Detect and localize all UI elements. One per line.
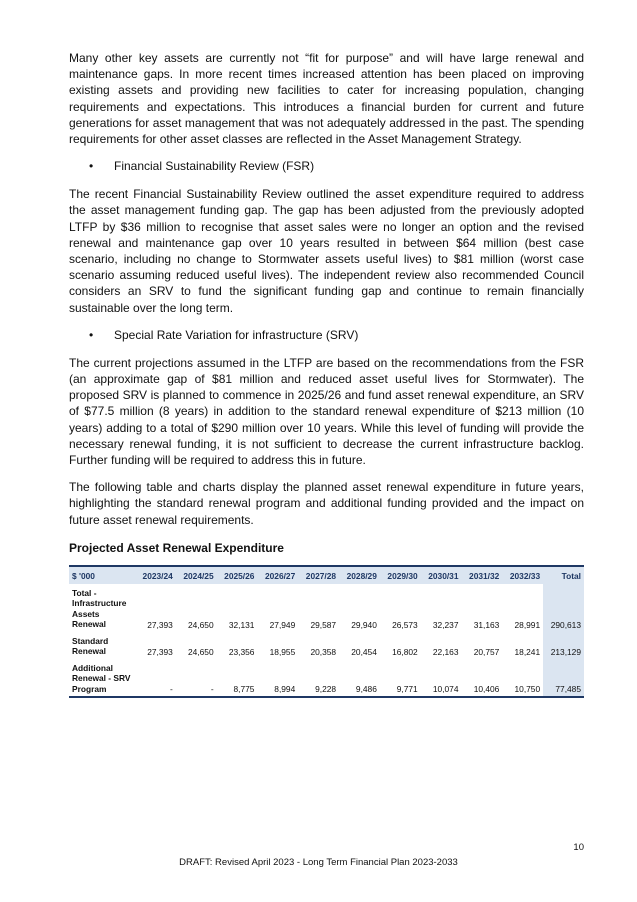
column-header: 2023/24 bbox=[135, 566, 176, 584]
row-label: Standard Renewal bbox=[72, 635, 109, 657]
column-header: 2031/32 bbox=[462, 566, 503, 584]
paragraph-table-intro: The following table and charts display the planned asset renewal expenditure in future years, highlighting the standard renewal program and additional funding provided and the impact on future asset renewal requirements. bbox=[69, 480, 584, 527]
table-cell: - bbox=[176, 659, 217, 698]
column-header: 2028/29 bbox=[339, 566, 380, 584]
paragraph-srv: The current projections assumed in the LTFP are based on the recommendations from the FSR (an approximate gap of $81 million and reduced asset useful lives for Stormwater). The proposed SRV is planned to commence in 2025/26 and fund asset renewal expenditure, an SRV of $77.5 million (8 years) in addition to the standard renewal expenditure of $213 million (10 years) adding to a total of $290 million over 10 years. While this level of funding will provide the necessary renewal funding, it is not sufficient to decrease the current infrastructure backlog. Further funding will be required to address this in future. bbox=[69, 355, 584, 468]
table-cell: 20,757 bbox=[473, 646, 500, 657]
paragraph-assets: Many other key assets are currently not “fit for purpose” and will have large renewal and maintenance gaps. In more recent times increased attention has been placed on improving existing assets and providing new facilities to cater for increasing population, changing requirements and expectations. This introduces a financial burden for current and future generations for asset management that was not adequately addressed in the past. The spending requirements for other asset classes are reflected in the Asset Management Strategy. bbox=[69, 51, 584, 147]
table-title: Projected Asset Renewal Expenditure bbox=[69, 540, 284, 555]
column-header: 2025/26 bbox=[217, 566, 258, 584]
table-cell: 8,775 bbox=[217, 659, 258, 698]
table-cell: 24,650 bbox=[188, 646, 214, 657]
bullet-dot: • bbox=[89, 327, 94, 342]
table-cell: 32,131 bbox=[228, 619, 255, 630]
table-cell: 27,949 bbox=[269, 619, 296, 630]
table-cell: 10,406 bbox=[462, 659, 503, 698]
bullet-srv-text: Special Rate Variation for infrastructure (SRV) bbox=[114, 327, 359, 342]
bullet-fsr-text: Financial Sustainability Review (FSR) bbox=[114, 159, 315, 174]
table-cell: 31,163 bbox=[473, 619, 500, 630]
table-cell: 29,587 bbox=[310, 619, 337, 630]
table-cell: 27,393 bbox=[147, 646, 173, 657]
table-row bbox=[69, 584, 584, 632]
table-cell: 20,358 bbox=[310, 646, 337, 657]
table-cell-total: 290,613 bbox=[543, 584, 584, 632]
table-cell: 10,750 bbox=[502, 659, 543, 698]
column-header: $ '000 bbox=[69, 566, 135, 584]
table-cell-total: 77,485 bbox=[543, 659, 584, 698]
table-cell: 9,228 bbox=[298, 659, 339, 698]
column-header: 2030/31 bbox=[421, 566, 462, 584]
table-cell: 27,393 bbox=[147, 619, 173, 630]
column-header: 2027/28 bbox=[298, 566, 339, 584]
table-cell: 18,955 bbox=[269, 646, 296, 657]
column-header: 2029/30 bbox=[380, 566, 421, 584]
bullet-srv bbox=[69, 327, 584, 343]
table-cell: 23,356 bbox=[228, 646, 255, 657]
table-cell: 24,650 bbox=[188, 619, 214, 630]
table-cell: 20,454 bbox=[351, 646, 377, 657]
table-cell: - bbox=[135, 659, 176, 698]
table-cell: 8,994 bbox=[257, 659, 298, 698]
row-label: Total - Infrastructure Assets Renewal bbox=[72, 587, 127, 630]
column-header: 2024/25 bbox=[176, 566, 217, 584]
table-header-row bbox=[69, 566, 584, 584]
table-cell: 9,486 bbox=[339, 659, 380, 698]
table-cell: 26,573 bbox=[392, 619, 418, 630]
bullet-dot: • bbox=[89, 159, 94, 174]
page-content bbox=[69, 50, 584, 698]
bullet-fsr bbox=[69, 158, 584, 174]
renewal-expenditure-table bbox=[69, 565, 584, 699]
paragraph-fsr: The recent Financial Sustainability Review outlined the asset expenditure required to address the asset management funding gap. The gap has been adjusted from the previously adopted LTFP by $36 million to recognise that asset sales were no longer an option and the revised renewal and maintenance gap over 10 years resulted in between $64 million (best case scenario, including no change to Stormwater assets useful lives) to $81 million (worst case scenario assuming reduced useful lives). The independent review also recommended Council considers an SRV to fund the significant funding gap and continue to remain financially sustainable over the long term. bbox=[69, 187, 584, 315]
footer-text: DRAFT: Revised April 2023 - Long Term Financial Plan 2023-2033 bbox=[179, 857, 458, 868]
column-header: 2032/33 bbox=[502, 566, 543, 584]
table-cell: 18,241 bbox=[514, 646, 541, 657]
table-row bbox=[69, 632, 584, 659]
row-label: Additional Renewal - SRV Program bbox=[69, 659, 135, 698]
column-header: 2026/27 bbox=[257, 566, 298, 584]
table-cell: 32,237 bbox=[432, 619, 459, 630]
table-cell-total: 213,129 bbox=[543, 632, 584, 659]
table-row bbox=[69, 659, 584, 698]
table-cell: 16,802 bbox=[392, 646, 418, 657]
table-cell: 29,940 bbox=[351, 619, 377, 630]
table-cell: 28,991 bbox=[514, 619, 541, 630]
table-cell: 22,163 bbox=[432, 646, 459, 657]
page-number: 10 bbox=[573, 842, 584, 853]
column-header-total: Total bbox=[543, 566, 584, 584]
table-cell: 9,771 bbox=[380, 659, 421, 698]
table-cell: 10,074 bbox=[421, 659, 462, 698]
